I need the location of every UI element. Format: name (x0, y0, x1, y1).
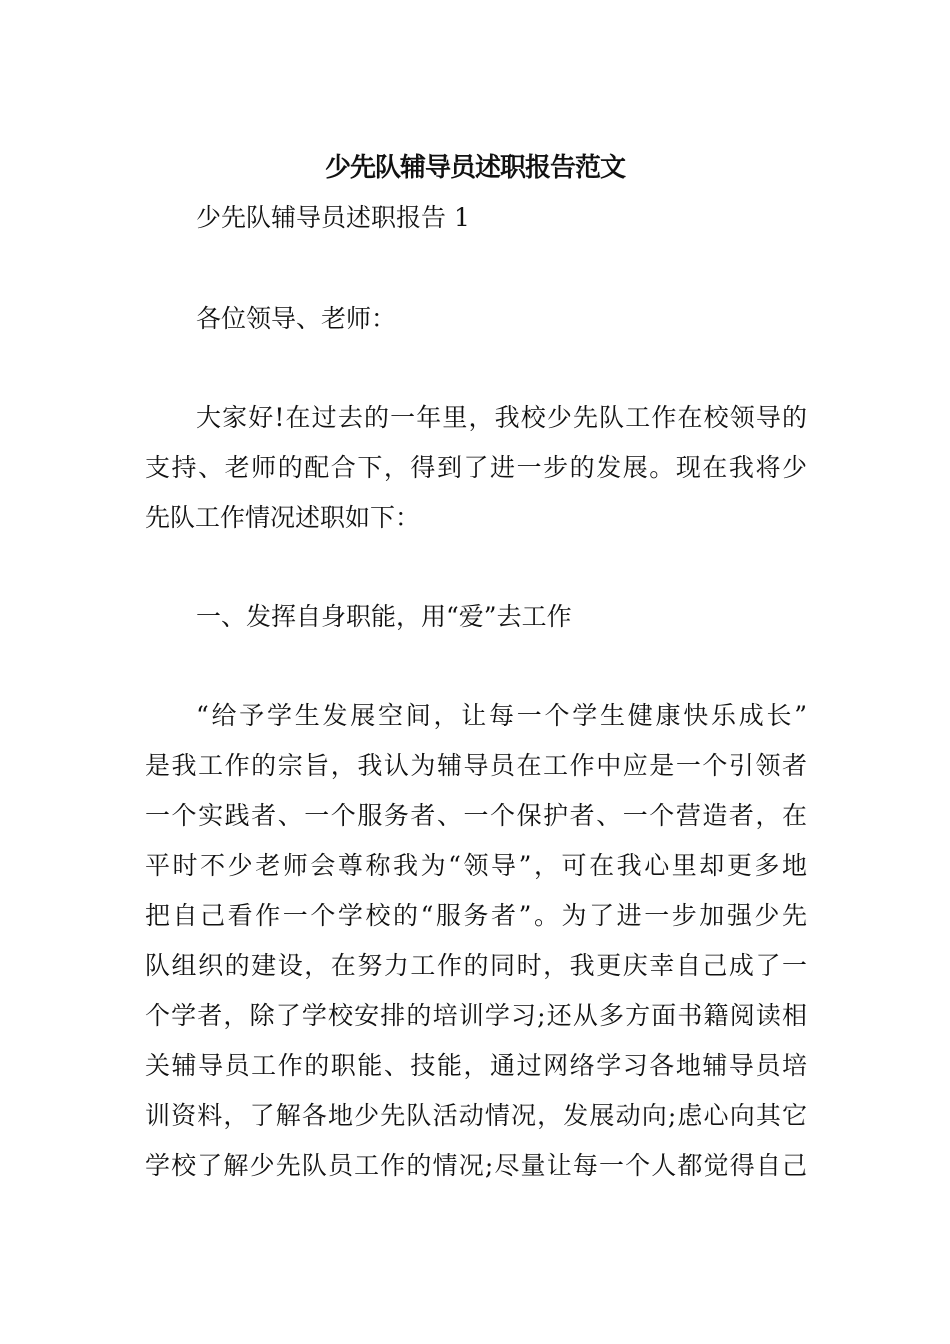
body-paragraph (145, 691, 807, 1191)
text-line: “给予学生发展空间，让每一个学生健康快乐成长” (196, 701, 807, 730)
section-heading-paragraph (145, 592, 807, 642)
text-line: 把自己看作一个学校的“服务者”。为了进一步加强少先 (145, 901, 807, 930)
report-subtitle: 少先队辅导员述职报告 1 (196, 203, 470, 232)
text-line: 个学者，除了学校安排的培训学习;还从多方面书籍阅读相 (145, 1001, 807, 1030)
text-line: 是我工作的宗旨，我认为辅导员在工作中应是一个引领者 (145, 751, 807, 780)
text-line: 队组织的建设，在努力工作的同时，我更庆幸自己成了一 (145, 951, 807, 980)
text-line: 学校了解少先队员工作的情况;尽量让每一个人都觉得自己 (145, 1151, 807, 1180)
text-line: 关辅导员工作的职能、技能，通过网络学习各地辅导员培 (145, 1051, 807, 1080)
text-line: 支持、老师的配合下，得到了进一步的发展。现在我将少 (145, 453, 807, 482)
text-line: 一个实践者、一个服务者、一个保护者、一个营造者，在 (145, 801, 807, 830)
greeting-line: 各位领导、老师： (196, 304, 397, 333)
text-line: 平时不少老师会尊称我为“领导”，可在我心里却更多地 (145, 851, 807, 880)
section-heading: 一、发挥自身职能，用“爱”去工作 (196, 602, 572, 631)
text-line: 训资料，了解各地少先队活动情况，发展动向;虑心向其它 (145, 1101, 807, 1130)
text-line: 先队工作情况述职如下： (145, 503, 421, 532)
document-title: 少先队辅导员述职报告范文 (324, 153, 625, 183)
text-line: 大家好!在过去的一年里，我校少先队工作在校领导的 (196, 403, 807, 432)
greeting-paragraph (145, 294, 807, 344)
intro-paragraph (145, 393, 807, 543)
